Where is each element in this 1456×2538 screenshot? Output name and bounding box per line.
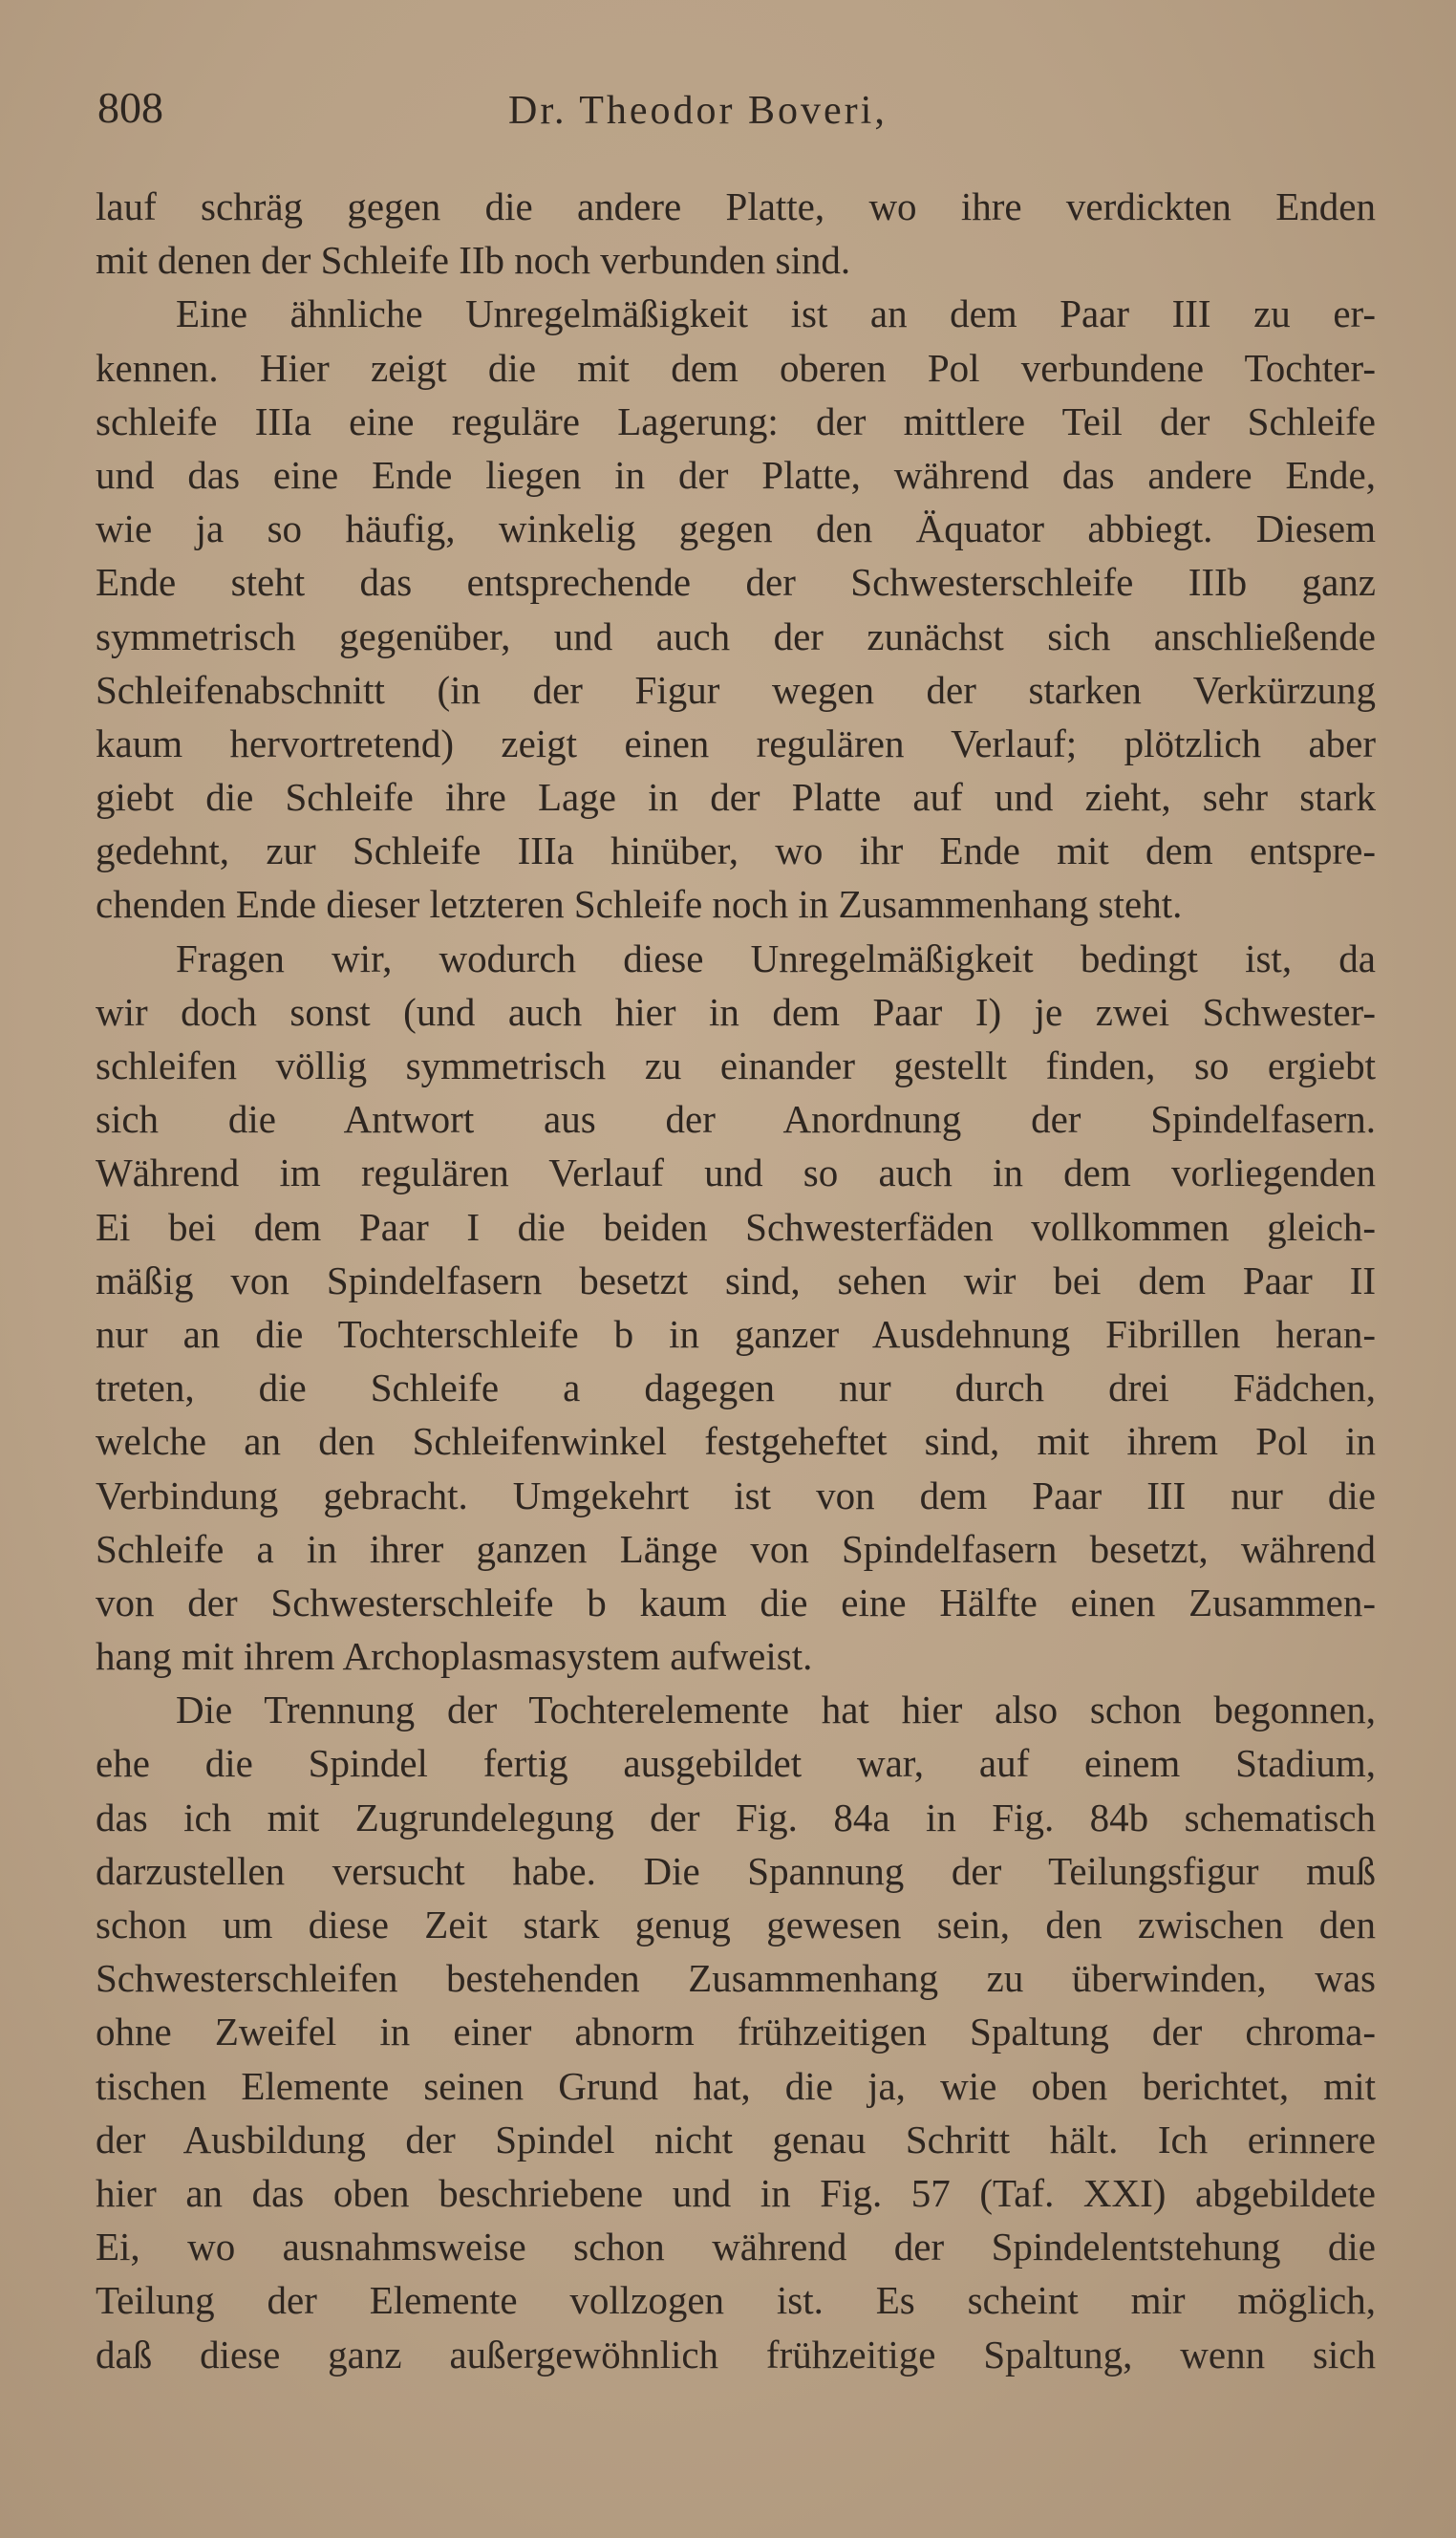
text-line: hang mit ihrem Archoplasmasystem aufweist. xyxy=(96,1634,813,1679)
running-head: Dr. Theodor Boveri, xyxy=(508,89,888,133)
paragraph-first-line: Die Trennung der Tochterelemente hat hier also schon begonnen, xyxy=(176,1688,1376,1732)
text-line: treten, die Schleife a dagegen nur durch drei Fädchen, xyxy=(96,1366,1376,1410)
text-line: giebt die Schleife ihre Lage in der Platte auf und zieht, sehr stark xyxy=(96,775,1376,820)
text-line: chenden Ende dieser letzteren Schleife noch in Zusammenhang steht. xyxy=(96,882,1183,927)
text-line: kennen. Hier zeigt die mit dem oberen Pol verbundene Tochter- xyxy=(96,345,1376,390)
text-line: wie ja so häufig, winkelig gegen den Äquator abbiegt. Diesem xyxy=(96,506,1376,551)
body-text xyxy=(96,180,1376,2381)
text-line: Verbindung gebracht. Umgekehrt ist von dem Paar III nur die xyxy=(96,1473,1376,1517)
text-line: Schleifenabschnitt (in der Figur wegen der starken Verkürzung xyxy=(96,667,1376,712)
text-line: das ich mit Zugrundelegung der Fig. 84a in Fig. 84b schematisch xyxy=(96,1795,1376,1839)
text-line: tischen Elemente seinen Grund hat, die ja, wie oben berichtet, mit xyxy=(96,2063,1376,2108)
text-line: Ende steht das entsprechende der Schwesterschleife IIIb ganz xyxy=(96,560,1376,605)
text-line: ehe die Spindel fertig ausgebildet war, auf einem Stadium, xyxy=(96,1741,1376,1786)
page-header xyxy=(97,82,976,149)
text-line: Schwesterschleifen bestehenden Zusammenhang zu überwinden, was xyxy=(96,1956,1376,2001)
text-line: sich die Antwort aus der Anordnung der Spindelfasern. xyxy=(96,1097,1376,1142)
text-line: darzustellen versucht habe. Die Spannung der Teilungsfigur muß xyxy=(96,1848,1376,1893)
text-line: Teilung der Elemente vollzogen ist. Es scheint mir möglich, xyxy=(96,2278,1376,2323)
text-line: und das eine Ende liegen in der Platte, während das andere Ende, xyxy=(96,452,1376,497)
text-line: der Ausbildung der Spindel nicht genau Schritt hält. Ich erinnere xyxy=(96,2117,1376,2162)
text-line: welche an den Schleifenwinkel festgeheftet sind, mit ihrem Pol in xyxy=(96,1419,1376,1464)
text-line: Schleife a in ihrer ganzen Länge von Spindelfasern besetzt, während xyxy=(96,1526,1376,1571)
text-line: symmetrisch gegenüber, und auch der zunächst sich anschließende xyxy=(96,613,1376,658)
page-number: 808 xyxy=(97,83,163,132)
text-line: hier an das oben beschriebene und in Fig. 57 (Taf. XXI) abgebildete xyxy=(96,2170,1376,2215)
text-line: von der Schwesterschleife b kaum die eine Hälfte einen Zusammen- xyxy=(96,1580,1376,1624)
text-line: daß diese ganz außergewöhnlich frühzeitige Spaltung, wenn sich xyxy=(96,2332,1376,2377)
text-line: gedehnt, zur Schleife IIIa hinüber, wo ihr Ende mit dem entspre- xyxy=(96,828,1376,873)
text-line: schleifen völlig symmetrisch zu einander gestellt finden, so ergiebt xyxy=(96,1043,1376,1087)
paragraph-first-line: Fragen wir, wodurch diese Unregelmäßigkeit bedingt ist, da xyxy=(176,936,1376,980)
text-line: mit denen der Schleife IIb noch verbunden sind. xyxy=(96,238,851,283)
text-line: lauf schräg gegen die andere Platte, wo ihre verdickten Enden xyxy=(96,184,1376,228)
text-line: ohne Zweifel in einer abnorm frühzeitigen Spaltung der chroma- xyxy=(96,2010,1376,2054)
text-line: Ei, wo ausnahmsweise schon während der Spindelentstehung die xyxy=(96,2225,1376,2269)
text-line: kaum hervortretend) zeigt einen regulären Verlauf; plötzlich aber xyxy=(96,721,1376,765)
text-line: mäßig von Spindelfasern besetzt sind, sehen wir bei dem Paar II xyxy=(96,1258,1376,1302)
text-line: schon um diese Zeit stark genug gewesen sein, den zwischen den xyxy=(96,1903,1376,1947)
text-line: Ei bei dem Paar I die beiden Schwesterfäden vollkommen gleich- xyxy=(96,1204,1376,1249)
paragraph-first-line: Eine ähnliche Unregelmäßigkeit ist an dem Paar III zu er- xyxy=(176,291,1376,336)
text-line: wir doch sonst (und auch hier in dem Paar I) je zwei Schwester- xyxy=(96,989,1376,1034)
text-line: Während im regulären Verlauf und so auch in dem vorliegenden xyxy=(96,1151,1376,1195)
text-line: nur an die Tochterschleife b in ganzer Ausdehnung Fibrillen heran- xyxy=(96,1311,1376,1356)
text-line: schleife IIIa eine reguläre Lagerung: der mittlere Teil der Schleife xyxy=(96,398,1376,443)
